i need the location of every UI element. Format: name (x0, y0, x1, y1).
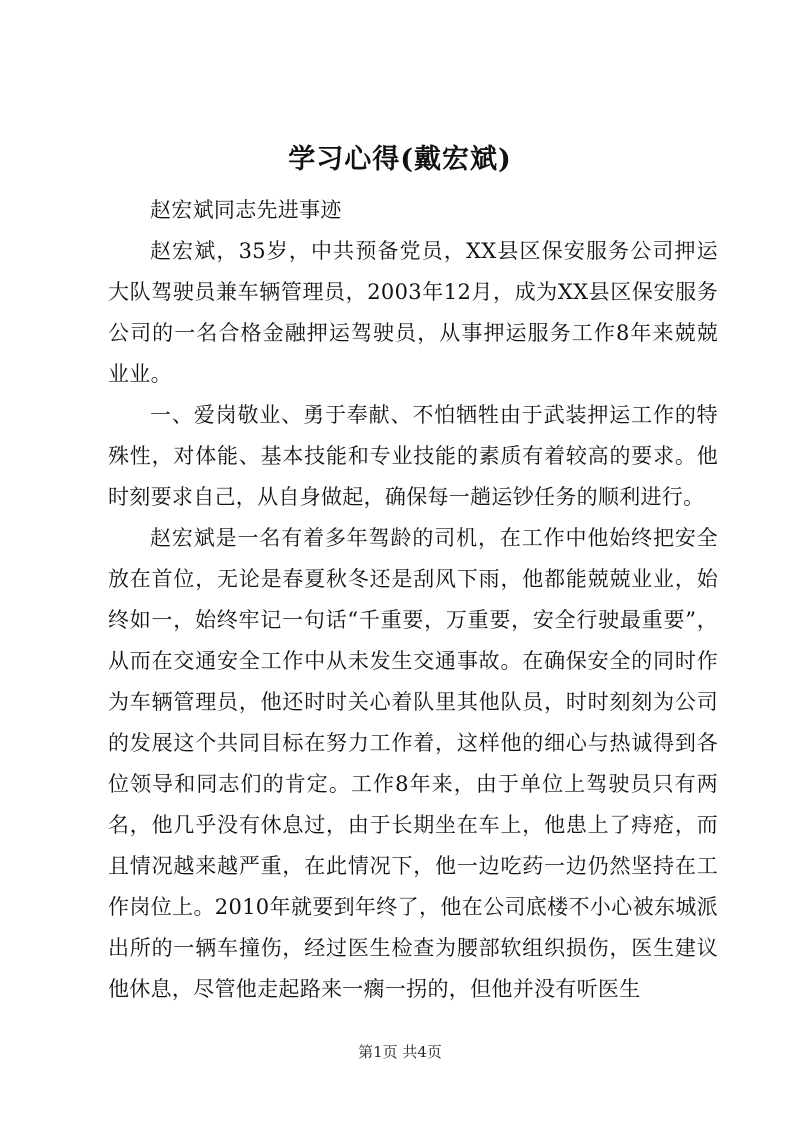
paragraph-2: 一、爱岗敬业、勇于奉献、不怕牺牲由于武装押运工作的特殊性，对体能、基本技能和专业技能的素质有着较高的要求。他时刻要求自己，从自身做起，确保每一趟运钞任务的顺利进行。 (108, 403, 718, 509)
document-body (108, 190, 718, 1010)
subtitle-paragraph: 赵宏斌同志先进事迹 (150, 198, 342, 222)
paragraph-3: 赵宏斌是一名有着多年驾龄的司机，在工作中他始终把安全放在首位，无论是春夏秋冬还是刮风下雨，他都能兢兢业业，始终如一，始终牢记一句话“千重要，万重要，安全行驶最重要”，从而在交通安全工作中从未发生交通事故。在确保安全的同时作为车辆管理员，他还时时关心着队里其他队员，时时刻刻为公司的发展这个共同目标在努力工作着，这样他的细心与热诚得到各位领导和同志们的肯定。工作8年来，由于单位上驾驶员只有两名，他几乎没有休息过，由于长期坐在车上，他患上了痔疮，而且情况越来越严重，在此情况下，他一边吃药一边仍然坚持在工作岗位上。2010年就要到年终了，他在公司底楼不小心被东城派出所的一辆车撞伤，经过医生检查为腰部软组织损伤，医生建议他休息，尽管他走起路来一瘸一拐的，但他并没有听医生 (108, 526, 718, 1001)
paragraph-1: 赵宏斌，35岁，中共预备党员，XX县区保安服务公司押运大队驾驶员兼车辆管理员，2003年12月，成为XX县区保安服务公司的一名合格金融押运驾驶员，从事押运服务工作8年来兢兢业业。 (108, 239, 718, 386)
page-title: 学习心得(戴宏斌) (288, 144, 512, 175)
page-footer: 第1页 共4页 (358, 1043, 442, 1061)
